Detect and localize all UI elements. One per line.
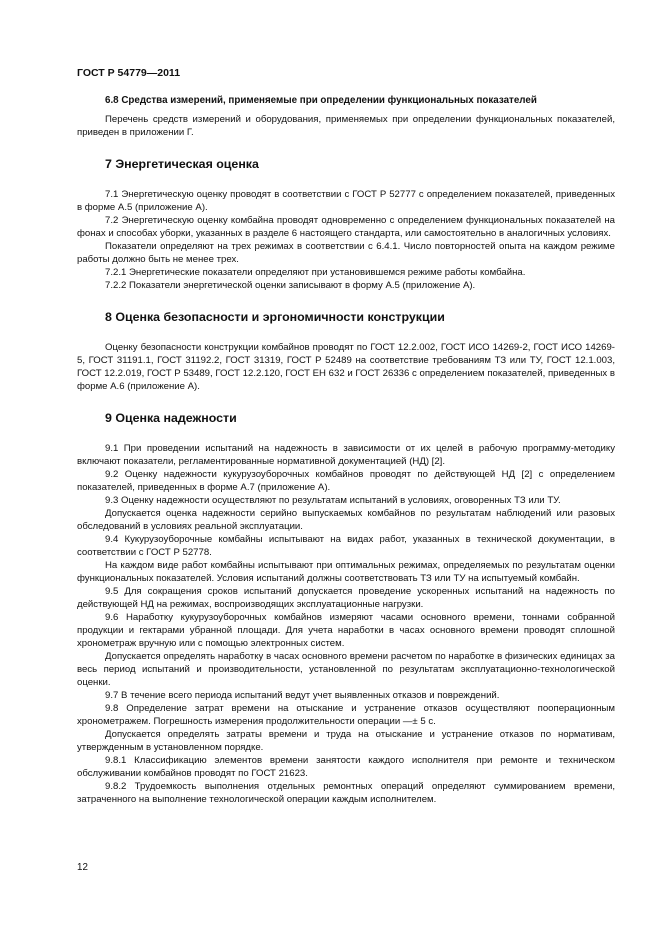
paragraph: Допускается оценка надежности серийно выпускаемых комбайнов по результатам наблюдений или разовых обследований в условиях реальной эксплуатации.: [77, 508, 615, 532]
paragraph: 9.8 Определение затрат времени на отыскание и устранение отказов осуществляют пооперационным хронометражем. Погрешность измерения продолжительности операции —± 5 с.: [77, 703, 615, 727]
paragraph: Показатели определяют на трех режимах в соответствии с 6.4.1. Число повторностей опыта на каждом режиме работы должно быть не менее трех.: [77, 241, 615, 265]
paragraph: 9.6 Наработку кукурузоуборочных комбайнов измеряют часами основного времени, тоннами собранной продукции и гектарами убранной площади. Для учета наработки в часах основного времени проводят сплошной хронометраж вручную или с помощью электронных систем.: [77, 612, 615, 649]
paragraph: Перечень средств измерений и оборудования, применяемых при определении функциональных показателей, приведен в приложении Г.: [77, 114, 615, 138]
paragraph: Допускается определять наработку в часах основного времени расчетом по наработке в физических единицах за весь период испытаний и производительности, установленной по результатам эксплуатационно-технологической оценки.: [77, 651, 615, 688]
paragraph: 7.2.1 Энергетические показатели определяют при установившемся режиме работы комбайна.: [105, 267, 526, 278]
paragraph: 9.4 Кукурузоуборочные комбайны испытывают на видах работ, указанных в технической документации, в соответствии с ГОСТ Р 52778.: [77, 534, 615, 558]
paragraph: 7.1 Энергетическую оценку проводят в соответствии с ГОСТ Р 52777 с определением показателей, приведенных в форме А.5 (приложение А).: [77, 189, 615, 213]
subsection-6-8-title: 6.8 Средства измерений, применяемые при определении функциональных показателей: [105, 95, 537, 106]
standard-header: ГОСТ Р 54779—2011: [77, 67, 181, 79]
section-7-heading: 7 Энергетическая оценка: [105, 157, 259, 171]
paragraph: 9.2 Оценку надежности кукурузоуборочных комбайнов проводят по действующей НД [2] с определением показателей, приведенных в форме А.7 (приложение А).: [77, 469, 615, 493]
paragraph: 7.2 Энергетическую оценку комбайна проводят одновременно с определением функциональных показателей на фонах и способах уборки, указанных в разделе 6 настоящего стандарта, или самостоятельно в аналогичных условиях.: [77, 215, 615, 239]
section-8-heading: 8 Оценка безопасности и эргономичности конструкции: [105, 310, 445, 324]
section-9-heading: 9 Оценка надежности: [105, 411, 237, 425]
paragraph: 9.8.1 Классификацию элементов времени занятости каждого исполнителя при ремонте и техническом обслуживании комбайнов проводят по ГОСТ 21623.: [77, 755, 615, 779]
paragraph: Оценку безопасности конструкции комбайнов проводят по ГОСТ 12.2.002, ГОСТ ИСО 14269-2, ГОСТ ИСО 14269-5, ГОСТ 31191.1, ГОСТ 31192.2, ГОСТ 31319, ГОСТ Р 52489 на соответствие требованиям ТЗ или ТУ, ГОСТ 12.1.003, ГОСТ 12.2.019, ГОСТ Р 53489, ГОСТ 12.2.120, ГОСТ ЕН 632 и ГОСТ 26336 с определением показателей, приведенных в форме А.6 (приложение А).: [77, 342, 615, 392]
paragraph: Допускается определять затраты времени и труда на отыскание и устранение отказов по нормативам, утвержденным в установленном порядке.: [77, 729, 615, 753]
paragraph: На каждом виде работ комбайны испытывают при оптимальных режимах, определяемых по результатам оценки функциональных показателей. Условия испытаний должны соответствовать ТЗ или ТУ на испытуемый комбайн.: [77, 560, 615, 584]
paragraph: 9.5 Для сокращения сроков испытаний допускается проведение ускоренных испытаний на надежность по действующей НД на режимах, воспроизводящих эксплуатационные нагрузки.: [77, 586, 615, 610]
page-number: 12: [77, 862, 88, 873]
paragraph: 7.2.2 Показатели энергетической оценки записывают в форму А.5 (приложение А).: [105, 280, 476, 291]
paragraph: 9.8.2 Трудоемкость выполнения отдельных ремонтных операций определяют суммированием времени, затраченного на выполнение технологической операции каждым исполнителем.: [77, 781, 615, 805]
paragraph: 9.1 При проведении испытаний на надежность в зависимости от их целей в рабочую программу-методику включают показатели, регламентированные нормативной документацией (НД) [2].: [77, 443, 615, 467]
paragraph: 9.7 В течение всего периода испытаний ведут учет выявленных отказов и повреждений.: [105, 690, 500, 701]
page-content: [77, 94, 615, 806]
paragraph: 9.3 Оценку надежности осуществляют по результатам испытаний в условиях, оговоренных ТЗ или ТУ.: [105, 495, 561, 506]
